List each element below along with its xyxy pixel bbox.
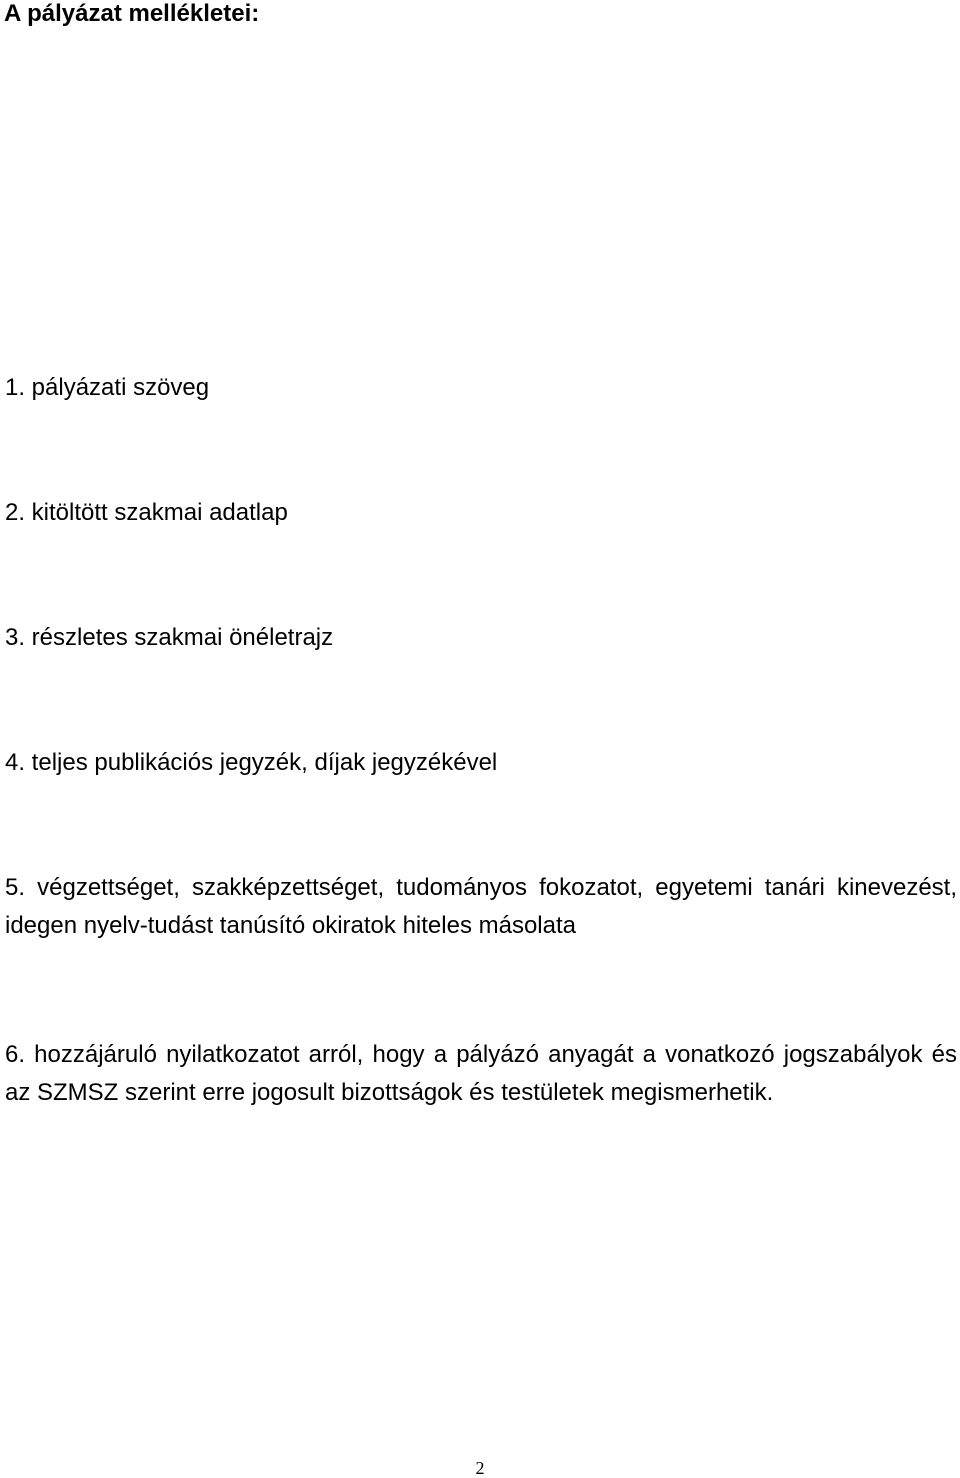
attachment-item-5: 5. végzettséget, szakképzettséget, tudományos fokozatot, egyetemi tanári kinevezést, idegen nyelv-tudást tanúsító okiratok hiteles másolata: [5, 874, 957, 939]
attachment-item-1: 1. pályázati szöveg: [5, 374, 210, 401]
attachment-item-6: 6. hozzájáruló nyilatkozatot arról, hogy a pályázó anyagát a vonatkozó jogszabályok és az SZMSZ szerint erre jogosult bizottságok és testületek megismerhetik.: [5, 1041, 957, 1106]
attachments-heading: A pályázat mellékletei:: [4, 0, 260, 27]
attachment-item-2: 2. kitöltött szakmai adatlap: [5, 499, 288, 526]
attachment-item-3: 3. részletes szakmai önéletrajz: [5, 624, 334, 651]
page-number: 2: [475, 1458, 485, 1478]
attachment-item-4: 4. teljes publikációs jegyzék, díjak jegyzékével: [5, 749, 498, 776]
